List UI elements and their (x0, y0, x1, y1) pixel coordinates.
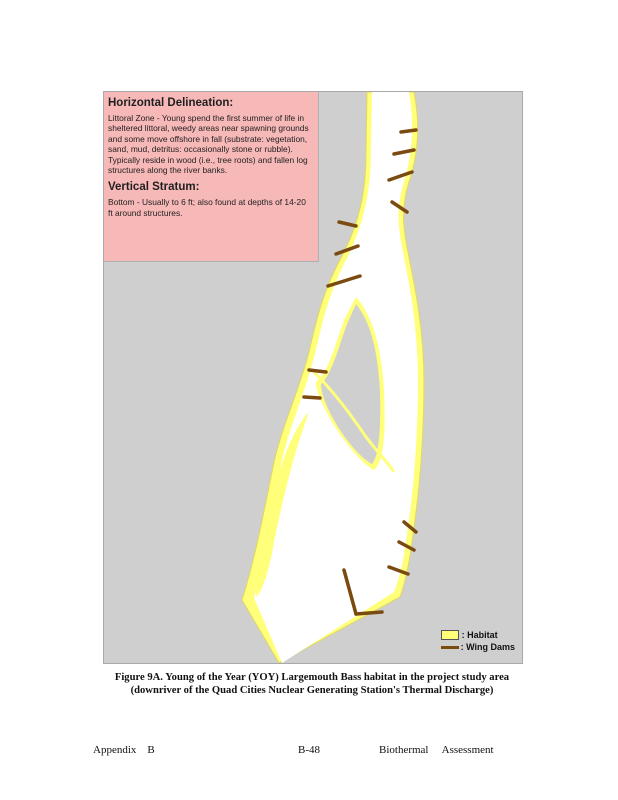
habitat-map (103, 91, 523, 664)
horizontal-delineation-text: Littoral Zone - Young spend the first summer of life in sheltered littoral, weedy areas near spawning grounds and some move offshore in fall (substrate: vegetation, sand, mud, detritus: occasionally stone or rubble). Typically reside in wood (i.e., tree roots) and fallen log structures along the river banks. (108, 113, 309, 176)
caption-line-2: (downriver of the Quad Cities Nuclear Generating Station's Thermal Discharge) (130, 685, 494, 696)
map-legend (441, 629, 515, 653)
horizontal-delineation-heading: Horizontal Delineation: (108, 97, 234, 109)
legend-habitat-label: : Habitat (461, 630, 498, 640)
footer-page-number: B-48 (298, 744, 320, 756)
legend-habitat (441, 629, 515, 641)
vertical-stratum-text: Bottom - Usually to 6 ft; also found at depths of 14-20 ft around structures. (108, 197, 306, 218)
habitat-swatch-icon (441, 630, 459, 640)
vertical-stratum-heading: Vertical Stratum: (108, 181, 200, 194)
legend-wing-dams (441, 641, 515, 653)
figure-caption (103, 671, 521, 697)
footer-section: Biothermal Assessment (379, 744, 494, 756)
wing-dam-swatch-icon (441, 646, 459, 649)
habitat-info-box (104, 92, 319, 262)
caption-line-1: Figure 9A. Young of the Year (YOY) Largemouth Bass habitat in the project study area (114, 672, 510, 683)
footer-appendix: Appendix B (93, 744, 155, 756)
legend-wing-dams-label: : Wing Dams (460, 642, 515, 652)
